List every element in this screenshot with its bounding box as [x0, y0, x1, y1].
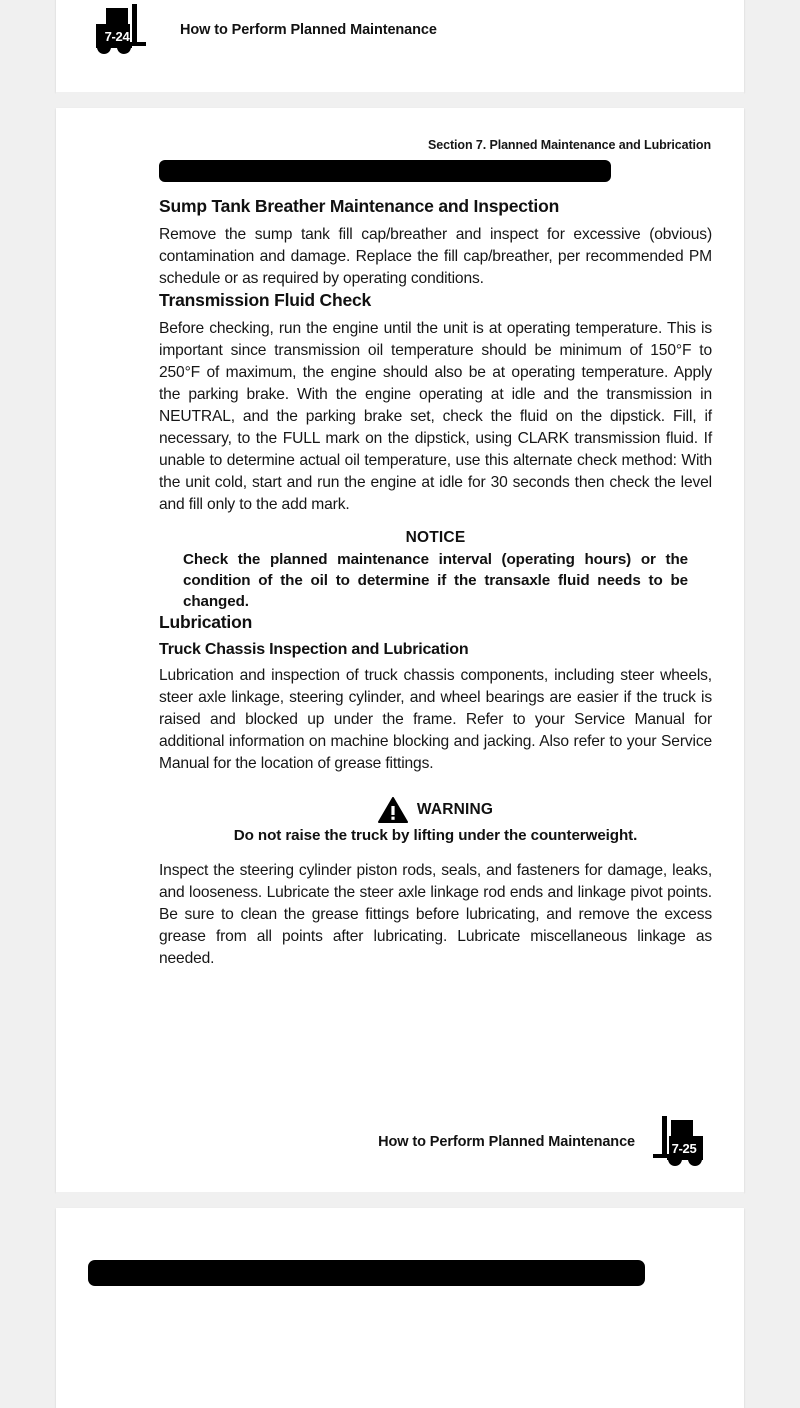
warning-triangle-icon [378, 797, 408, 823]
heading-lubrication: Lubrication [159, 612, 253, 632]
page-footer [159, 1114, 711, 1170]
heading-truck-chassis: Truck Chassis Inspection and Lubrication [159, 641, 469, 658]
paragraph-sump-tank-breather: Remove the sump tank fill cap/breather and inspect for excessive (obvious) contamination and damage. Replace the fill cap/breather, per recommended PM schedule or as required by operating conditions. [159, 226, 712, 287]
paragraph-truck-chassis: Lubrication and inspection of truck chassis components, including steer wheels, steer axle linkage, steering cylinder, and wheel bearings are easier if the truck is raised and blocked up under the frame. Refer to your Service Manual for additional information on machine blocking and jacking. Also refer to your Service Manual for the location of grease fittings. [159, 667, 712, 773]
warning-block [159, 797, 712, 846]
forklift-icon [649, 1114, 711, 1170]
page-previous [56, 0, 744, 92]
notice-body: Check the planned maintenance interval (operating hours) or the condition of the oil to determine if the transaxle fluid needs to be changed. [183, 551, 688, 610]
section-heading: Section 7. Planned Maintenance and Lubrication [428, 138, 711, 152]
warning-label: WARNING [416, 801, 494, 819]
page-gap [56, 1192, 744, 1208]
page-tab-number: 7-25 [671, 1141, 697, 1156]
page-main [56, 108, 744, 1192]
notice-label: NOTICE [405, 529, 466, 546]
heading-sump-tank-breather: Sump Tank Breather Maintenance and Inspection [159, 196, 560, 216]
notice-block [159, 529, 712, 612]
running-header [56, 0, 744, 60]
page-content [159, 196, 712, 970]
heading-transmission-fluid-check: Transmission Fluid Check [159, 290, 372, 310]
running-header-title: How to Perform Planned Maintenance [180, 22, 437, 38]
paragraph-transmission-fluid-check: Before checking, run the engine until the unit is at operating temperature. This is important since transmission oil temperature should be minimum of 150°F to 250°F of maximum, the engine should also be at operating temperature. Apply the parking brake. With the engine operating at idle and the transmission in NEUTRAL, and the parking brake set, check the fluid on the dipstick. Fill, if necessary, to the FULL mark on the dipstick, using CLARK transmission fluid. If unable to determine actual oil temperature, use this alternate check method: With the unit cold, start and run the engine at idle for 30 seconds then check the level and fill only to the add mark. [159, 320, 712, 513]
page-tab-number: 7-24 [104, 29, 130, 44]
footer-title: How to Perform Planned Maintenance [378, 1134, 635, 1150]
warning-body: Do not raise the truck by lifting under the counterweight. [233, 827, 638, 845]
section-rule-bar [159, 160, 611, 182]
page-next [56, 1208, 744, 1408]
paragraph-steering-inspection: Inspect the steering cylinder piston rods, seals, and fasteners for damage, leaks, and looseness. Lubricate the steer axle linkage rod ends and linkage pivot points. Be sure to clean the grease fittings before lubricating, and remove the excess grease from all points after lubricating. Lubricate miscellaneous linkage as needed. [159, 862, 712, 968]
section-rule-bar [88, 1260, 645, 1286]
page-gap [56, 92, 744, 108]
forklift-icon [88, 2, 150, 58]
